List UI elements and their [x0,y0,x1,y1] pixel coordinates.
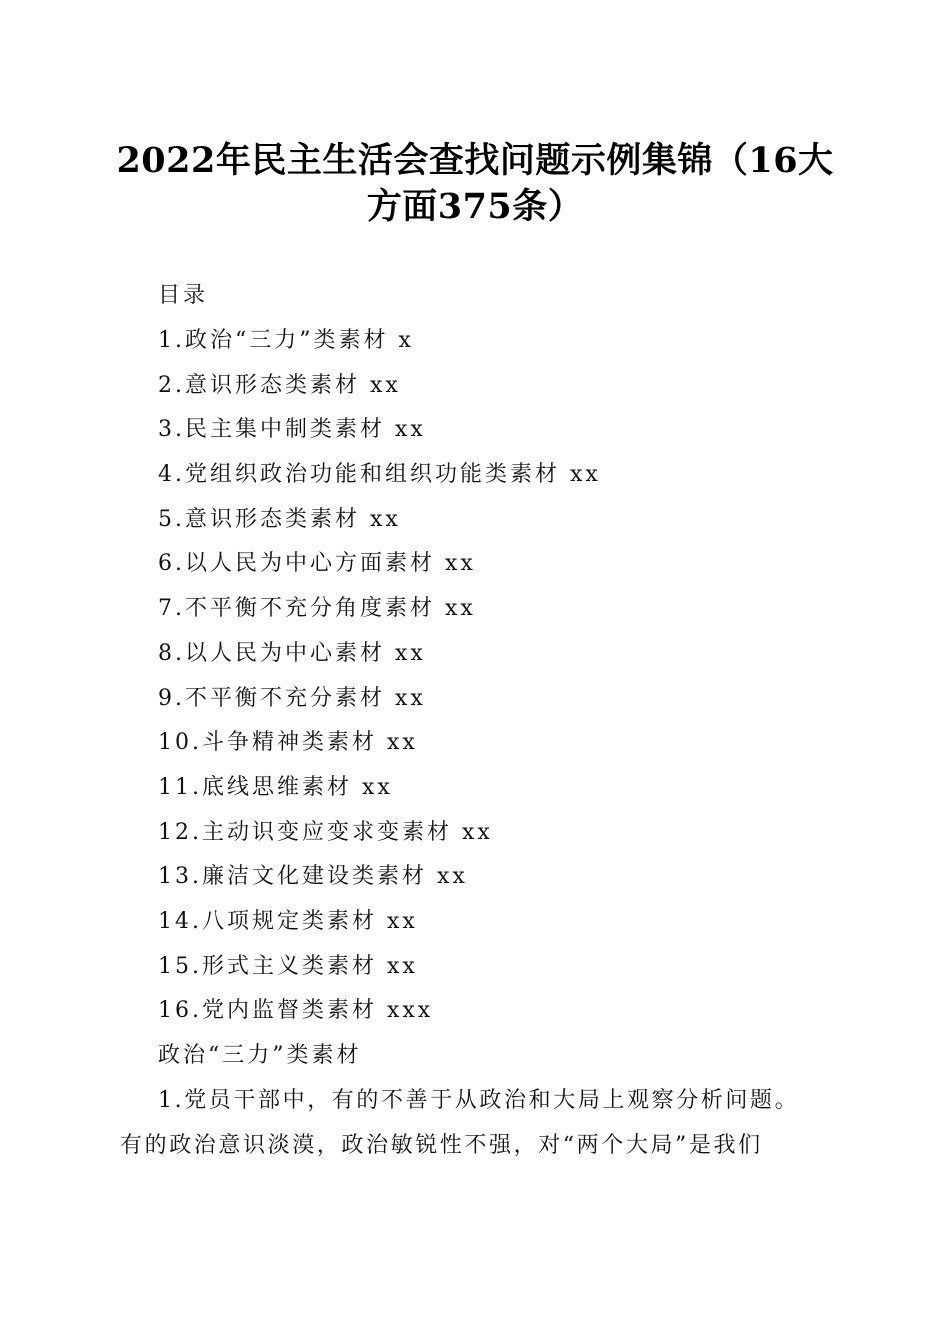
toc-item: 8.以人民为中心素材 xx [158,640,426,666]
toc-item: 15.形式主义类素材 xx [158,953,418,979]
toc-item: 16.党内监督类素材 xxx [158,998,434,1024]
toc-item: 11.底线思维素材 xx [158,774,393,800]
toc-heading: 目录 [158,283,209,308]
toc-item: 10.斗争精神类素材 xx [158,730,418,756]
table-of-contents [158,325,601,1040]
toc-item: 2.意识形态类素材 xx [158,372,401,398]
toc-item: 1.政治“三力”类素材 x [158,328,414,353]
toc-item: 3.民主集中制类素材 xx [158,417,426,443]
toc-item: 14.八项规定类素材 xx [158,908,418,934]
toc-item: 12.主动识变应变求变素材 xx [158,819,493,845]
document-title-line-1: 2022年民主生活会查找问题示例集锦（16大 [116,140,834,181]
toc-item: 5.意识形态类素材 xx [158,506,401,532]
body-paragraph-line-2: 有的政治意识淡漠，政治敏锐性不强，对“两个大局”是我们 [120,1133,763,1158]
toc-item: 13.廉洁文化建设类素材 xx [158,864,468,890]
toc-item: 4.党组织政治功能和组织功能类素材 xx [158,462,601,488]
section-heading: 政治“三力”类素材 [158,1043,362,1068]
toc-item: 9.不平衡不充分素材 xx [158,685,426,711]
body-paragraph-line-1: 1.党员干部中，有的不善于从政治和大局上观察分析问题。 [158,1088,800,1113]
toc-item: 7.不平衡不充分角度素材 xx [158,596,476,622]
toc-item: 6.以人民为中心方面素材 xx [158,551,476,577]
document-title-line-2: 方面375条） [366,186,584,227]
